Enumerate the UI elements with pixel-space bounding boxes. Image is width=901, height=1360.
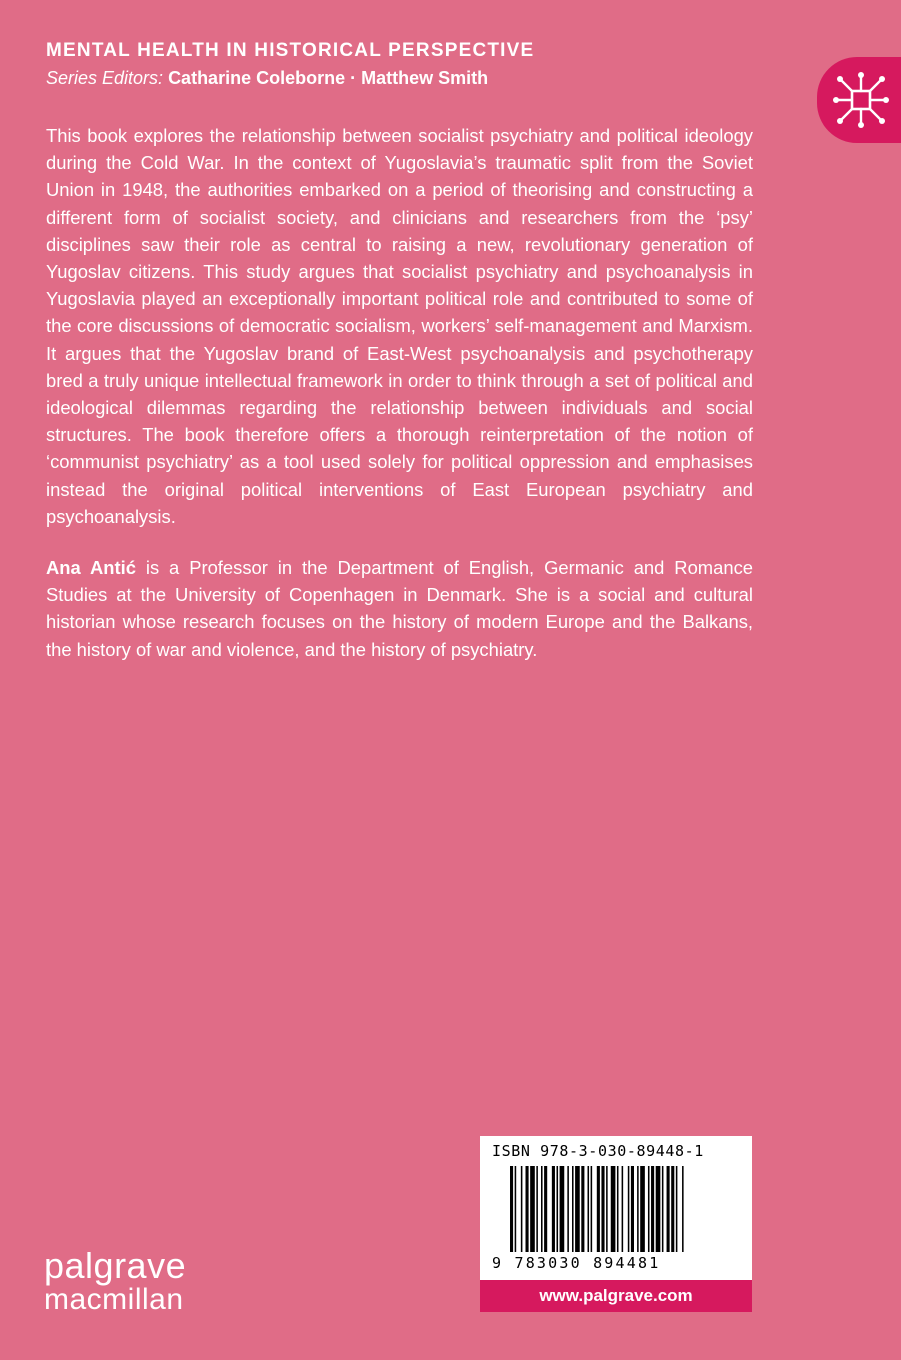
palgrave-macmillan-logo [44, 1245, 187, 1316]
palgrave-badge [817, 57, 901, 143]
logo-line-palgrave: palgrave [44, 1245, 187, 1286]
palgrave-star-icon [829, 68, 893, 132]
series-editors-label: Series Editors: [46, 68, 164, 88]
author-bio-text: is a Professor in the Department of English, Germanic and Romance Studies at the University of Copenhagen in Denmark. She is a social and cultural historian whose research focuses on the history of modern Europe and the Balkans, the history of war and violence, and the history of psychiatry. [46, 557, 753, 660]
barcode-icon [510, 1166, 724, 1254]
author-bio [46, 554, 753, 663]
series-editors-names: Catharine Coleborne · Matthew Smith [168, 68, 489, 88]
book-description: This book explores the relationship between socialist psychiatry and political ideology during the Cold War. In the context of Yugoslavia’s traumatic split from the Soviet Union in 1948, the authorities embarked on a period of theorising and constructing a different form of socialist society, and clinicians and researchers from the ‘psy’ disciplines saw their role as central to raising a new, revolutionary generation of Yugoslav citizens. This study argues that socialist psychiatry and psychoanalysis in Yugoslavia played an exceptionally important political role and contributed to some of the core discussions of democratic socialism, workers’ self-management and Marxism. It argues that the Yugoslav brand of East-West psychoanalysis and psychotherapy bred a truly unique intellectual framework in order to think through a set of political and ideological dilemmas regarding the relationship between individuals and social structures. The book therefore offers a thorough reinterpretation of the notion of ‘communist psychiatry’ as a tool used solely for political oppression and emphasises instead the original political interventions of East European psychiatry and psychoanalysis. [46, 125, 753, 527]
barcode-block [480, 1136, 752, 1280]
series-title: MENTAL HEALTH IN HISTORICAL PERSPECTIVE [46, 40, 535, 61]
isbn-label: ISBN 978-3-030-89448-1 [492, 1142, 704, 1160]
author-name: Ana Antić [46, 557, 136, 578]
website-link[interactable]: www.palgrave.com [539, 1286, 693, 1305]
series-editors [46, 68, 488, 89]
website-strip [480, 1280, 752, 1312]
barcode-digits: 9 783030 894481 [492, 1254, 661, 1272]
logo-line-macmillan: macmillan [44, 1283, 184, 1316]
